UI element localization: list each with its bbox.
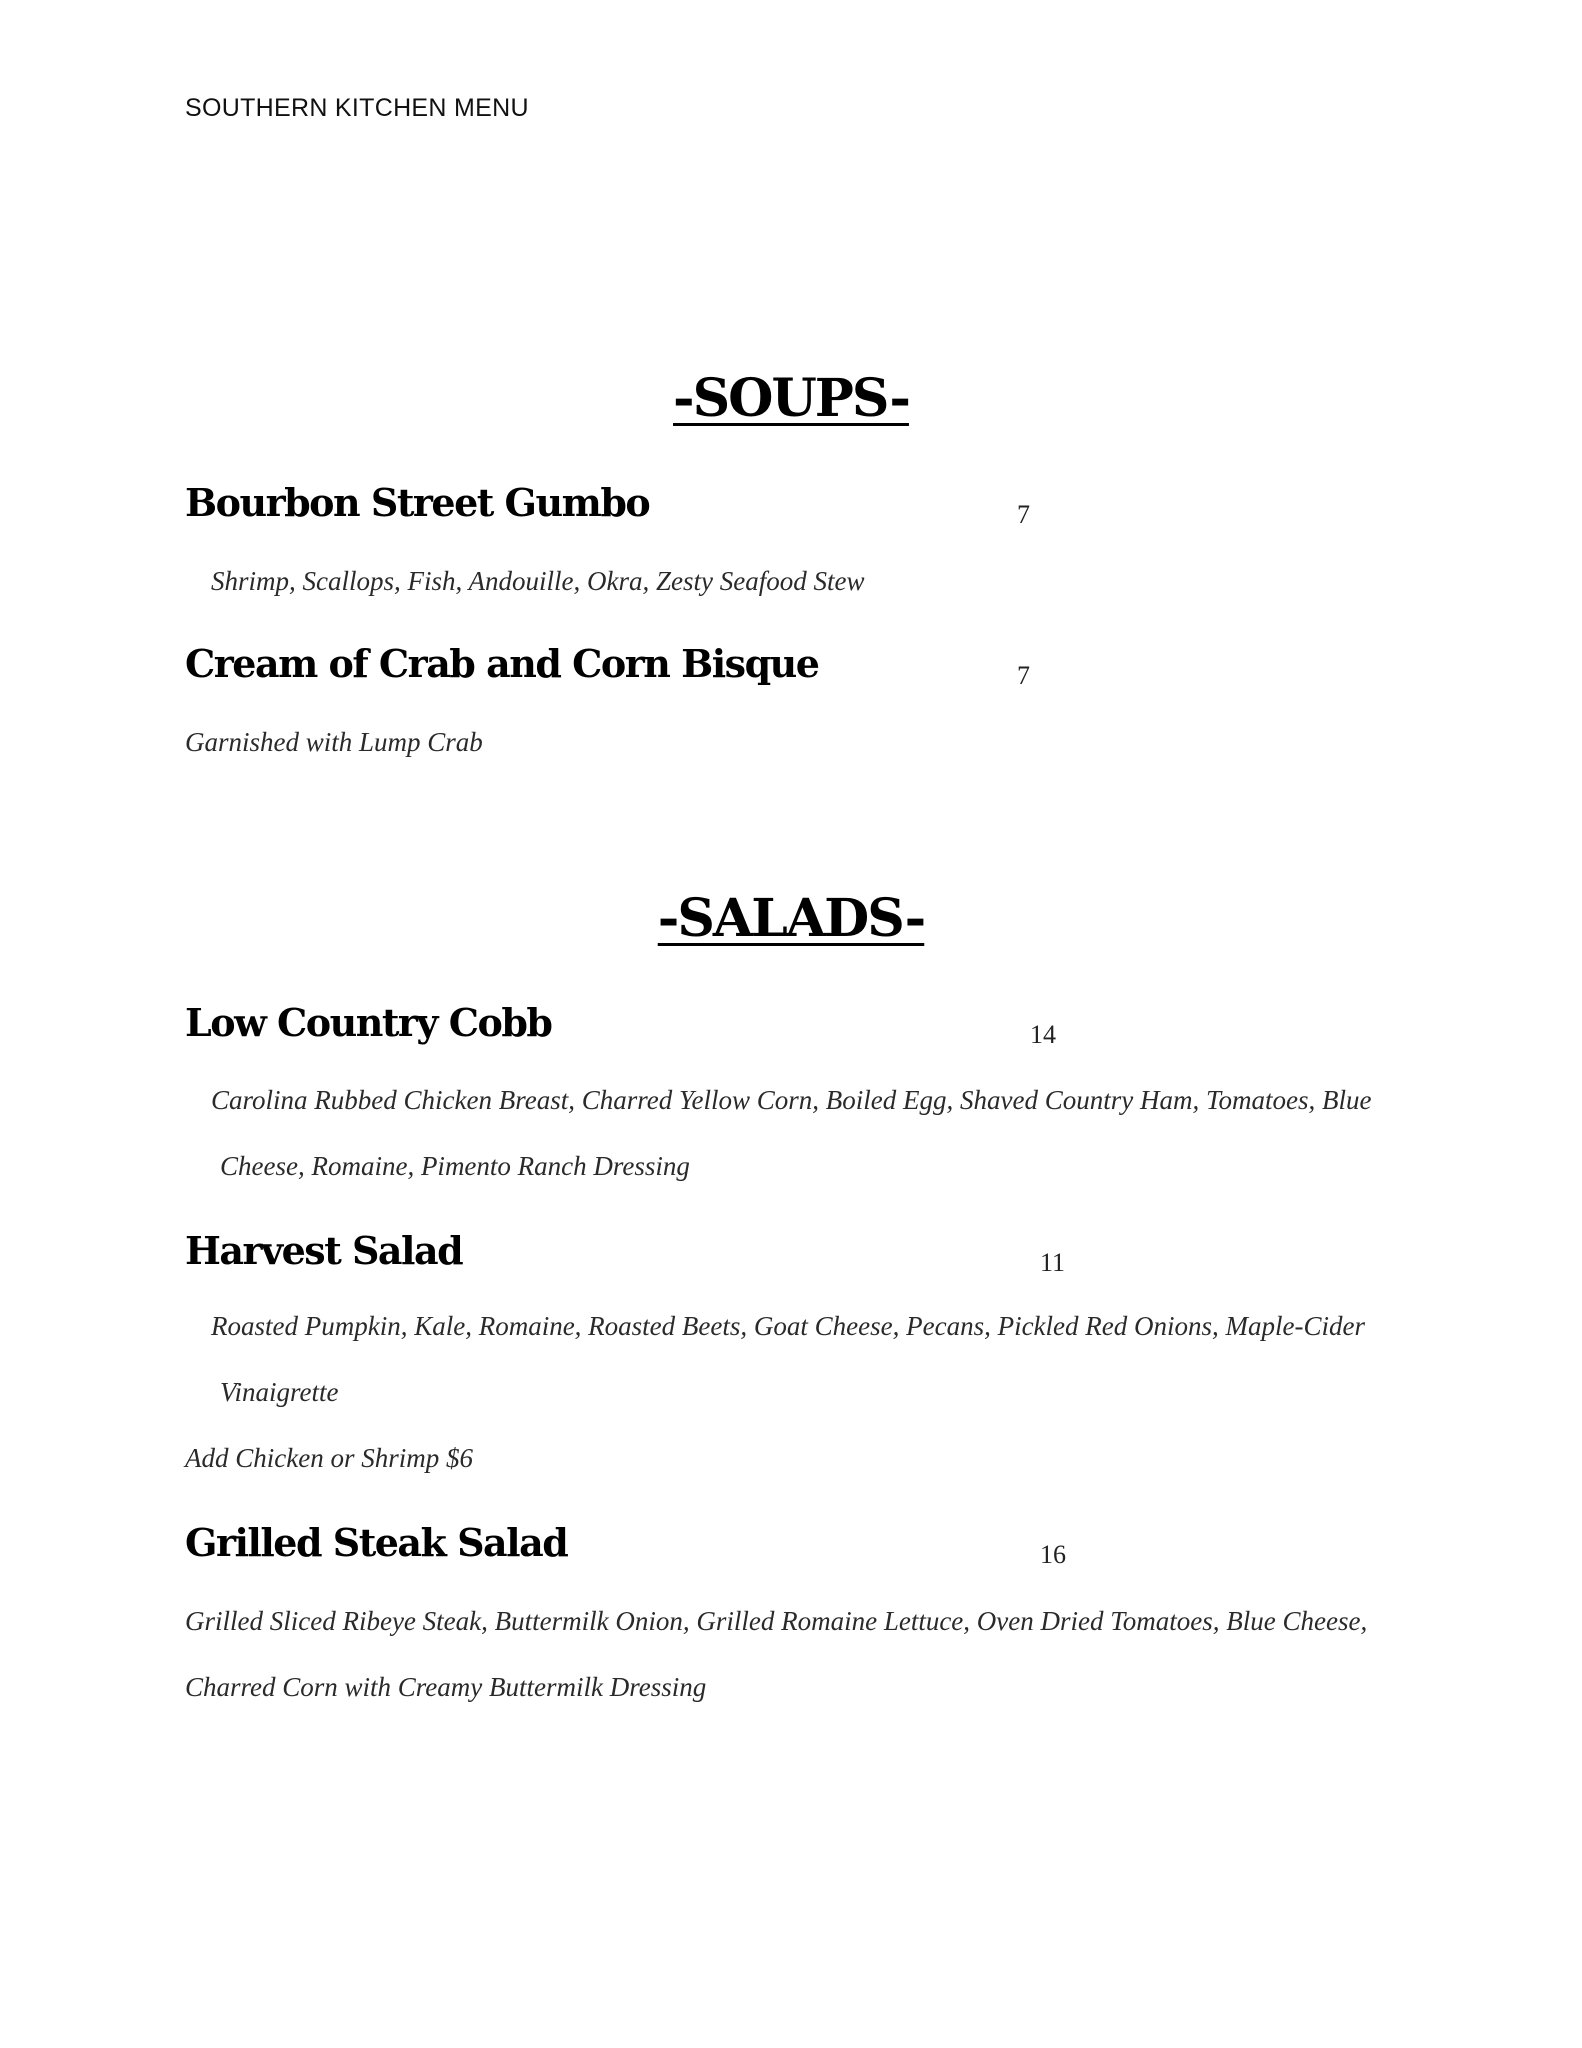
- menu-item-name: Cream of Crab and Corn Bisque: [185, 641, 819, 686]
- menu-item-addon: Add Chicken or Shrimp $6: [185, 1443, 473, 1473]
- menu-item-price: 7: [1017, 661, 1030, 690]
- menu-item-description: Charred Corn with Creamy Buttermilk Dressing: [185, 1672, 707, 1702]
- menu-item-description: Grilled Sliced Ribeye Steak, Buttermilk Onion, Grilled Romaine Lettuce, Oven Dried Tomatoes, Blue Cheese,: [185, 1606, 1368, 1636]
- menu-item-description: Shrimp, Scallops, Fish, Andouille, Okra, Zesty Seafood Stew: [211, 566, 865, 596]
- menu-item-name: Grilled Steak Salad: [185, 1520, 568, 1565]
- menu-item-description: Vinaigrette: [220, 1377, 339, 1407]
- menu-item-price: 16: [1040, 1540, 1066, 1569]
- menu-header: SOUTHERN KITCHEN MENU: [185, 94, 529, 122]
- menu-item-price: 7: [1017, 500, 1030, 529]
- menu-item-description: Roasted Pumpkin, Kale, Romaine, Roasted Beets, Goat Cheese, Pecans, Pickled Red Onions, Maple-Cider: [211, 1311, 1365, 1341]
- menu-item-description: Garnished with Lump Crab: [185, 727, 483, 757]
- menu-item-name: Low Country Cobb: [185, 1000, 552, 1045]
- menu-item-name: Bourbon Street Gumbo: [185, 480, 650, 525]
- salads-title-text: -SALADS-: [657, 888, 925, 949]
- soups-title-text: -SOUPS-: [673, 368, 909, 429]
- salads-section-title: [0, 888, 1582, 949]
- soups-section-title: [0, 368, 1582, 429]
- menu-item-price: 14: [1030, 1020, 1056, 1049]
- menu-item-description: Cheese, Romaine, Pimento Ranch Dressing: [220, 1151, 690, 1181]
- menu-item-name: Harvest Salad: [185, 1228, 463, 1273]
- menu-item-price: 11: [1040, 1248, 1066, 1277]
- menu-item-description: Carolina Rubbed Chicken Breast, Charred Yellow Corn, Boiled Egg, Shaved Country Ham, Tomatoes, Blue: [211, 1085, 1372, 1115]
